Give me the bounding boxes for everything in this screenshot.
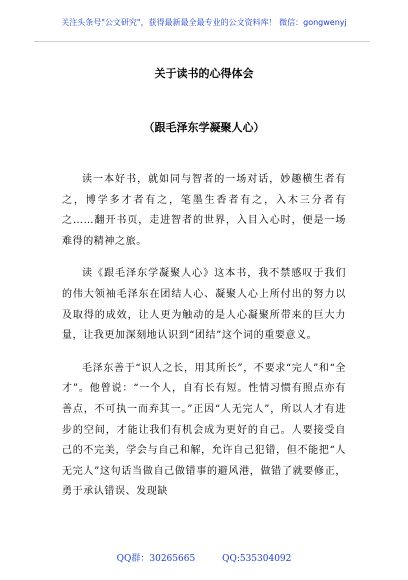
paragraph: 毛泽东善于“识人之长，用其所长”，不要求“完人”和“全才”。他曾说：“一个人，自有长有短。性情习惯有照点亦有善点，不可执一而弃其一。”正因“人无完人”，所以人才有进步的空间，才能让我们有机会成为更好的自己。人要接受自己的不完美，学会与自己和解，允许自己犯错，但不能把“人无完人”这句话当做自己做错事的避风港，做错了就要修正，勇于承认错误、发现缺 [62,362,346,498]
footer-qq-group: QQ群：30265665 [116,554,196,564]
paragraph: 读一本好书，就如同与智者的一场对话，妙趣横生者有之，博学多才者有之，笔墨生香者有之，入木三分者有之……翻开书页，走进智者的世界，入目入心时，便是一场难得的精神之旅。 [62,174,346,247]
document-title: 关于读书的心得体会 [154,67,254,80]
document-subtitle: （跟毛泽东学凝聚人心） [143,121,265,134]
footer [0,553,408,565]
paragraph: 读《跟毛泽东学凝聚人心》这本书，我不禁感叹于我们的伟大领袖毛泽东在团结人心、凝聚人心上所付出的努力以及取得的成效，让人更为触动的是人心凝聚所带来的巨大力量，让我更加深刻地认识到“团结”这个词的重要意义。 [62,268,346,342]
header-divider [34,41,370,42]
footer-qq: QQ:535304092 [222,554,292,564]
document-body [62,170,346,515]
header-note: 关注头条号"公文研究"，获得最新最全最专业的公文资料库！ 微信：gongwenyj [61,18,347,27]
